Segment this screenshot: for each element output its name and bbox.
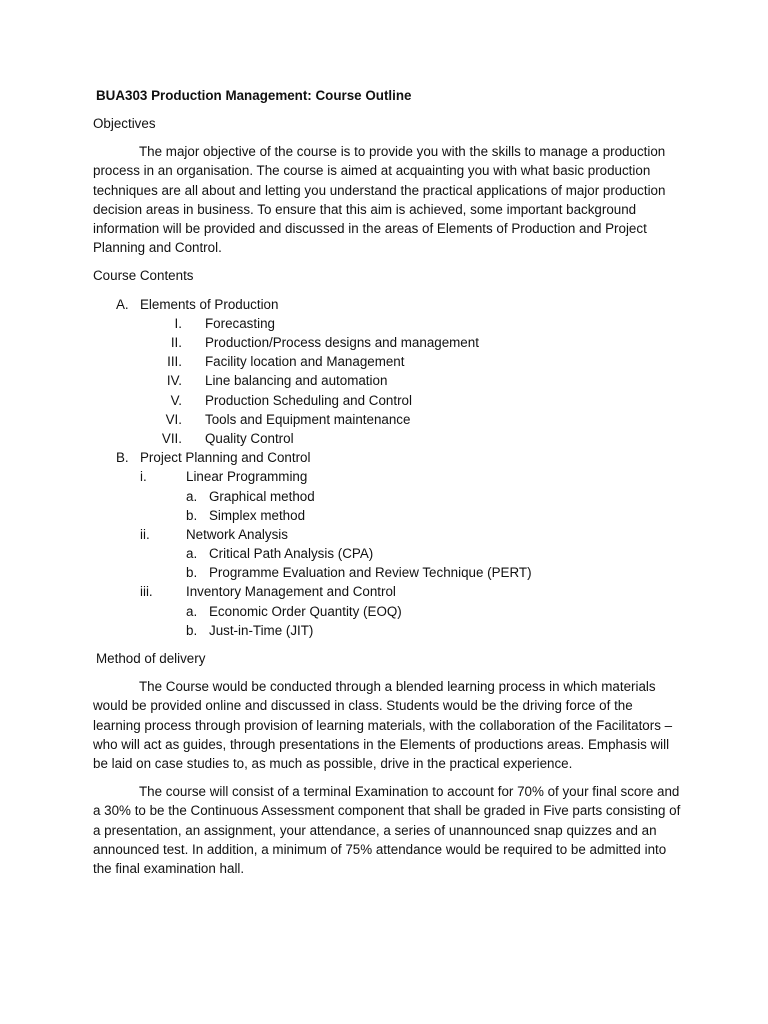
list-item-B-ii-a — [93, 544, 683, 563]
list-item-label: Programme Evaluation and Review Technique (PERT) — [209, 565, 532, 581]
list-item-A-4 — [93, 371, 683, 390]
list-marker: IV. — [166, 373, 182, 389]
list-marker: a. — [186, 488, 198, 504]
list-marker: II. — [170, 335, 182, 350]
list-item-label: Facility location and Management — [205, 354, 405, 370]
list-marker: iii. — [140, 584, 153, 600]
delivery-heading: Method of delivery — [96, 651, 206, 666]
list-item-label: Line balancing and automation — [205, 373, 388, 389]
list-item-label: Forecasting — [205, 315, 275, 331]
list-item-label: Quality Control — [205, 430, 294, 446]
list-marker: a. — [186, 546, 198, 562]
list-item-label: Tools and Equipment maintenance — [205, 411, 411, 427]
list-item-A-6 — [93, 410, 683, 429]
list-marker: b. — [186, 622, 198, 638]
list-item-label: Elements of Production — [140, 296, 279, 312]
delivery-paragraph-1: The Course would be conducted through a blended learning process in which materials would be provided online and discussed in class. Students would be the driving force of the learning process through provision of learning materials, with the collaboration of the Facilitators – who will act as guides, through presentations in the Elements of productions areas. Emphasis will be laid on case studies to, as much as possible, drive in the practical experience. — [93, 679, 673, 772]
list-item-B-i — [93, 467, 683, 486]
course-contents-list — [93, 295, 683, 640]
list-item-B-ii — [93, 525, 683, 544]
list-item-label: Graphical method — [209, 488, 315, 504]
list-item-A-1 — [93, 314, 683, 333]
list-marker: V. — [170, 392, 182, 408]
list-marker: VI. — [165, 411, 182, 427]
list-marker: I. — [174, 315, 182, 331]
list-marker: b. — [186, 565, 198, 581]
list-item-A-5 — [93, 391, 683, 410]
list-item-A-2 — [93, 333, 683, 352]
list-item-label: Production/Process designs and management — [205, 335, 479, 350]
list-item-B-i-a — [93, 487, 683, 506]
delivery-paragraph-2: The course will consist of a terminal Examination to account for 70% of your final score and a 30% to be the Continuous Assessment component that shall be graded in Five parts consisting of a presentation, an assignment, your attendance, a series of unannounced snap quizzes and an announced test. In addition, a minimum of 75% attendance would be required to be admitted into the final examination hall. — [93, 784, 681, 877]
list-marker: b. — [186, 507, 198, 523]
list-item-B-iii-b — [93, 621, 683, 640]
list-marker: a. — [186, 603, 198, 619]
list-item-B-ii-b — [93, 563, 683, 582]
list-marker: VII. — [161, 430, 182, 446]
list-item-label: Production Scheduling and Control — [205, 392, 412, 408]
list-marker: ii. — [140, 526, 150, 542]
list-item-A-3 — [93, 352, 683, 371]
list-item-label: Economic Order Quantity (EOQ) — [209, 603, 402, 619]
list-item-label: Network Analysis — [186, 526, 288, 542]
list-item-B-i-b — [93, 506, 683, 525]
list-marker: A. — [116, 296, 129, 312]
list-marker: B. — [116, 450, 129, 466]
list-item-A-7 — [93, 429, 683, 448]
list-item-B-iii — [93, 582, 683, 601]
document-page — [93, 86, 683, 887]
list-item-A — [93, 295, 683, 314]
list-item-B-iii-a — [93, 602, 683, 621]
course-contents-heading: Course Contents — [93, 268, 194, 284]
list-marker: III. — [167, 354, 182, 370]
objectives-heading: Objectives — [93, 116, 156, 131]
list-item-label: Critical Path Analysis (CPA) — [209, 546, 374, 562]
objectives-paragraph: The major objective of the course is to provide you with the skills to manage a production process in an organisation. The course is aimed at acquainting you with what basic production techniques are all about and letting you understand the practical applications of major production decision areas in business. To ensure that this aim is achieved, some important background information will be provided and discussed in the areas of Elements of Production and Project Planning and Control. — [93, 144, 666, 256]
list-item-label: Linear Programming — [186, 469, 308, 485]
list-item-label: Just-in-Time (JIT) — [209, 622, 314, 638]
list-item-B — [93, 448, 683, 467]
list-marker: i. — [140, 469, 147, 485]
list-item-label: Inventory Management and Control — [186, 584, 396, 600]
list-item-label: Project Planning and Control — [140, 450, 311, 466]
page-title: BUA303 Production Management: Course Outline — [96, 88, 412, 103]
list-item-label: Simplex method — [209, 507, 306, 523]
